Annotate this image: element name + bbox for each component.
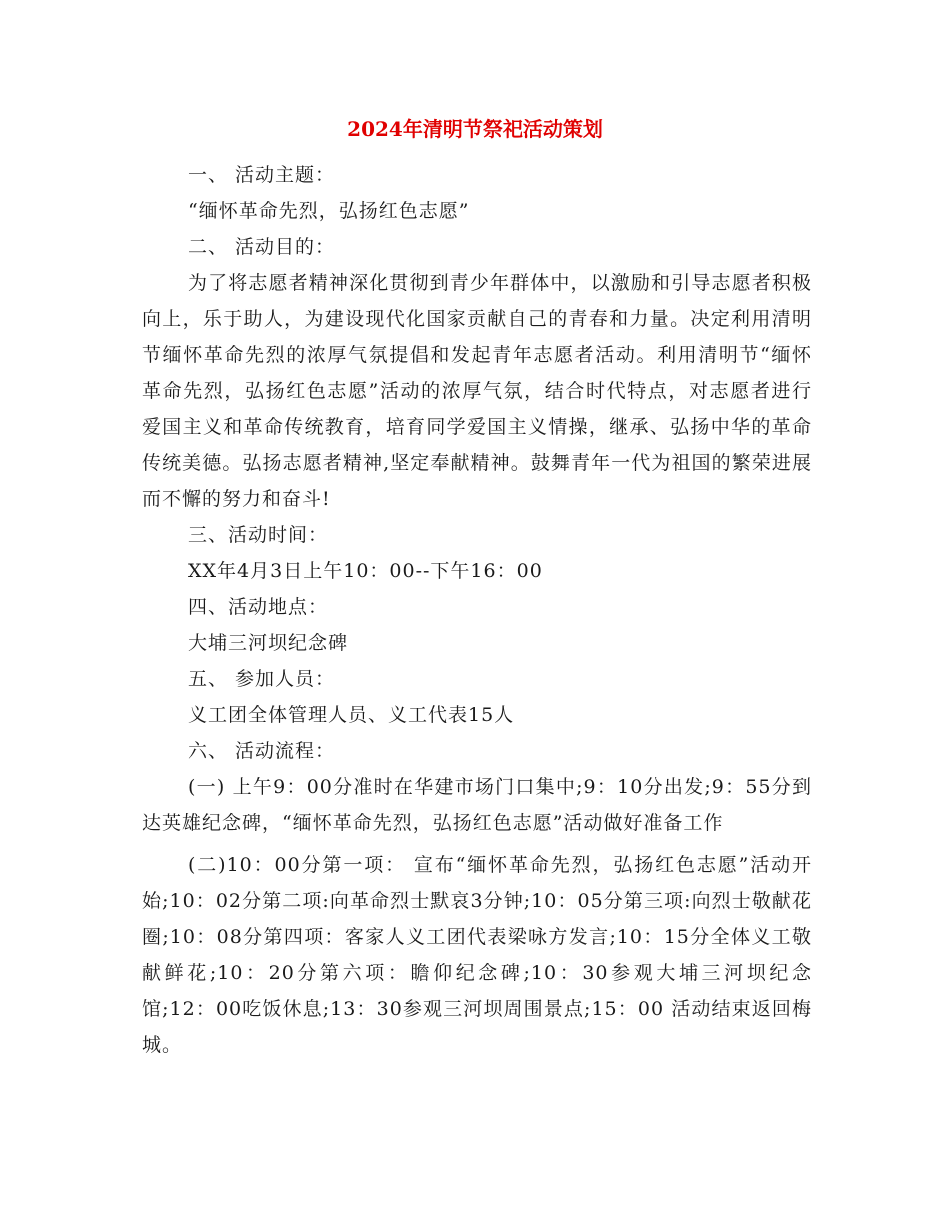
location-value: 大埔三河坝纪念碑 [188, 632, 349, 654]
document-title: 2024年清明节祭祀活动策划 [347, 117, 603, 141]
heading-location: 四、活动地点： [188, 596, 329, 618]
participants-value: 义工团全体管理人员、义工代表15人 [188, 704, 515, 726]
heading-process: 六、 活动流程： [188, 740, 336, 762]
process-step-2: (二)10：00分第一项： 宣布“缅怀革命先烈，弘扬红色志愿”活动开始;10：02分第二项:向革命烈士默哀3分钟;10：05分第三项:向烈士敬献花圈;10：08分第四项：客家人义工团代表梁咏方发言;10：15分全体义工敬献鲜花;10：20分第六项：瞻仰纪念碑;10：30参观大埔三河坝纪念馆;12：00吃饭休息;13：30参观三河坝周围景点;15：00 活动结束返回梅城。 [142, 854, 812, 1056]
heading-purpose: 二、 活动目的： [188, 236, 336, 258]
heading-participants: 五、 参加人员： [188, 668, 336, 690]
heading-time: 三、活动时间： [188, 524, 329, 546]
process-step-1: (一) 上午9：00分准时在华建市场门口集中;9：10分出发;9：55分到达英雄纪念碑，“缅怀革命先烈，弘扬红色志愿”活动做好准备工作 [142, 776, 812, 834]
theme-slogan: “缅怀革命先烈，弘扬红色志愿” [188, 200, 470, 222]
time-value: XX年4月3日上午10：00--下午16：00 [188, 560, 543, 582]
purpose-paragraph: 为了将志愿者精神深化贯彻到青少年群体中，以激励和引导志愿者积极向上，乐于助人，为建设现代化国家贡献自己的青春和力量。决定利用清明节缅怀革命先烈的浓厚气氛提倡和发起青年志愿者活动。利用清明节“缅怀革命先烈，弘扬红色志愿”活动的浓厚气氛，结合时代特点，对志愿者进行爱国主义和革命传统教育，培育同学爱国主义情操，继承、弘扬中华的革命传统美德。弘扬志愿者精神,坚定奉献精神。鼓舞青年一代为祖国的繁荣进展而不懈的努力和奋斗! [142, 272, 812, 510]
document-body [142, 157, 812, 1063]
heading-theme: 一、 活动主题： [188, 164, 336, 186]
